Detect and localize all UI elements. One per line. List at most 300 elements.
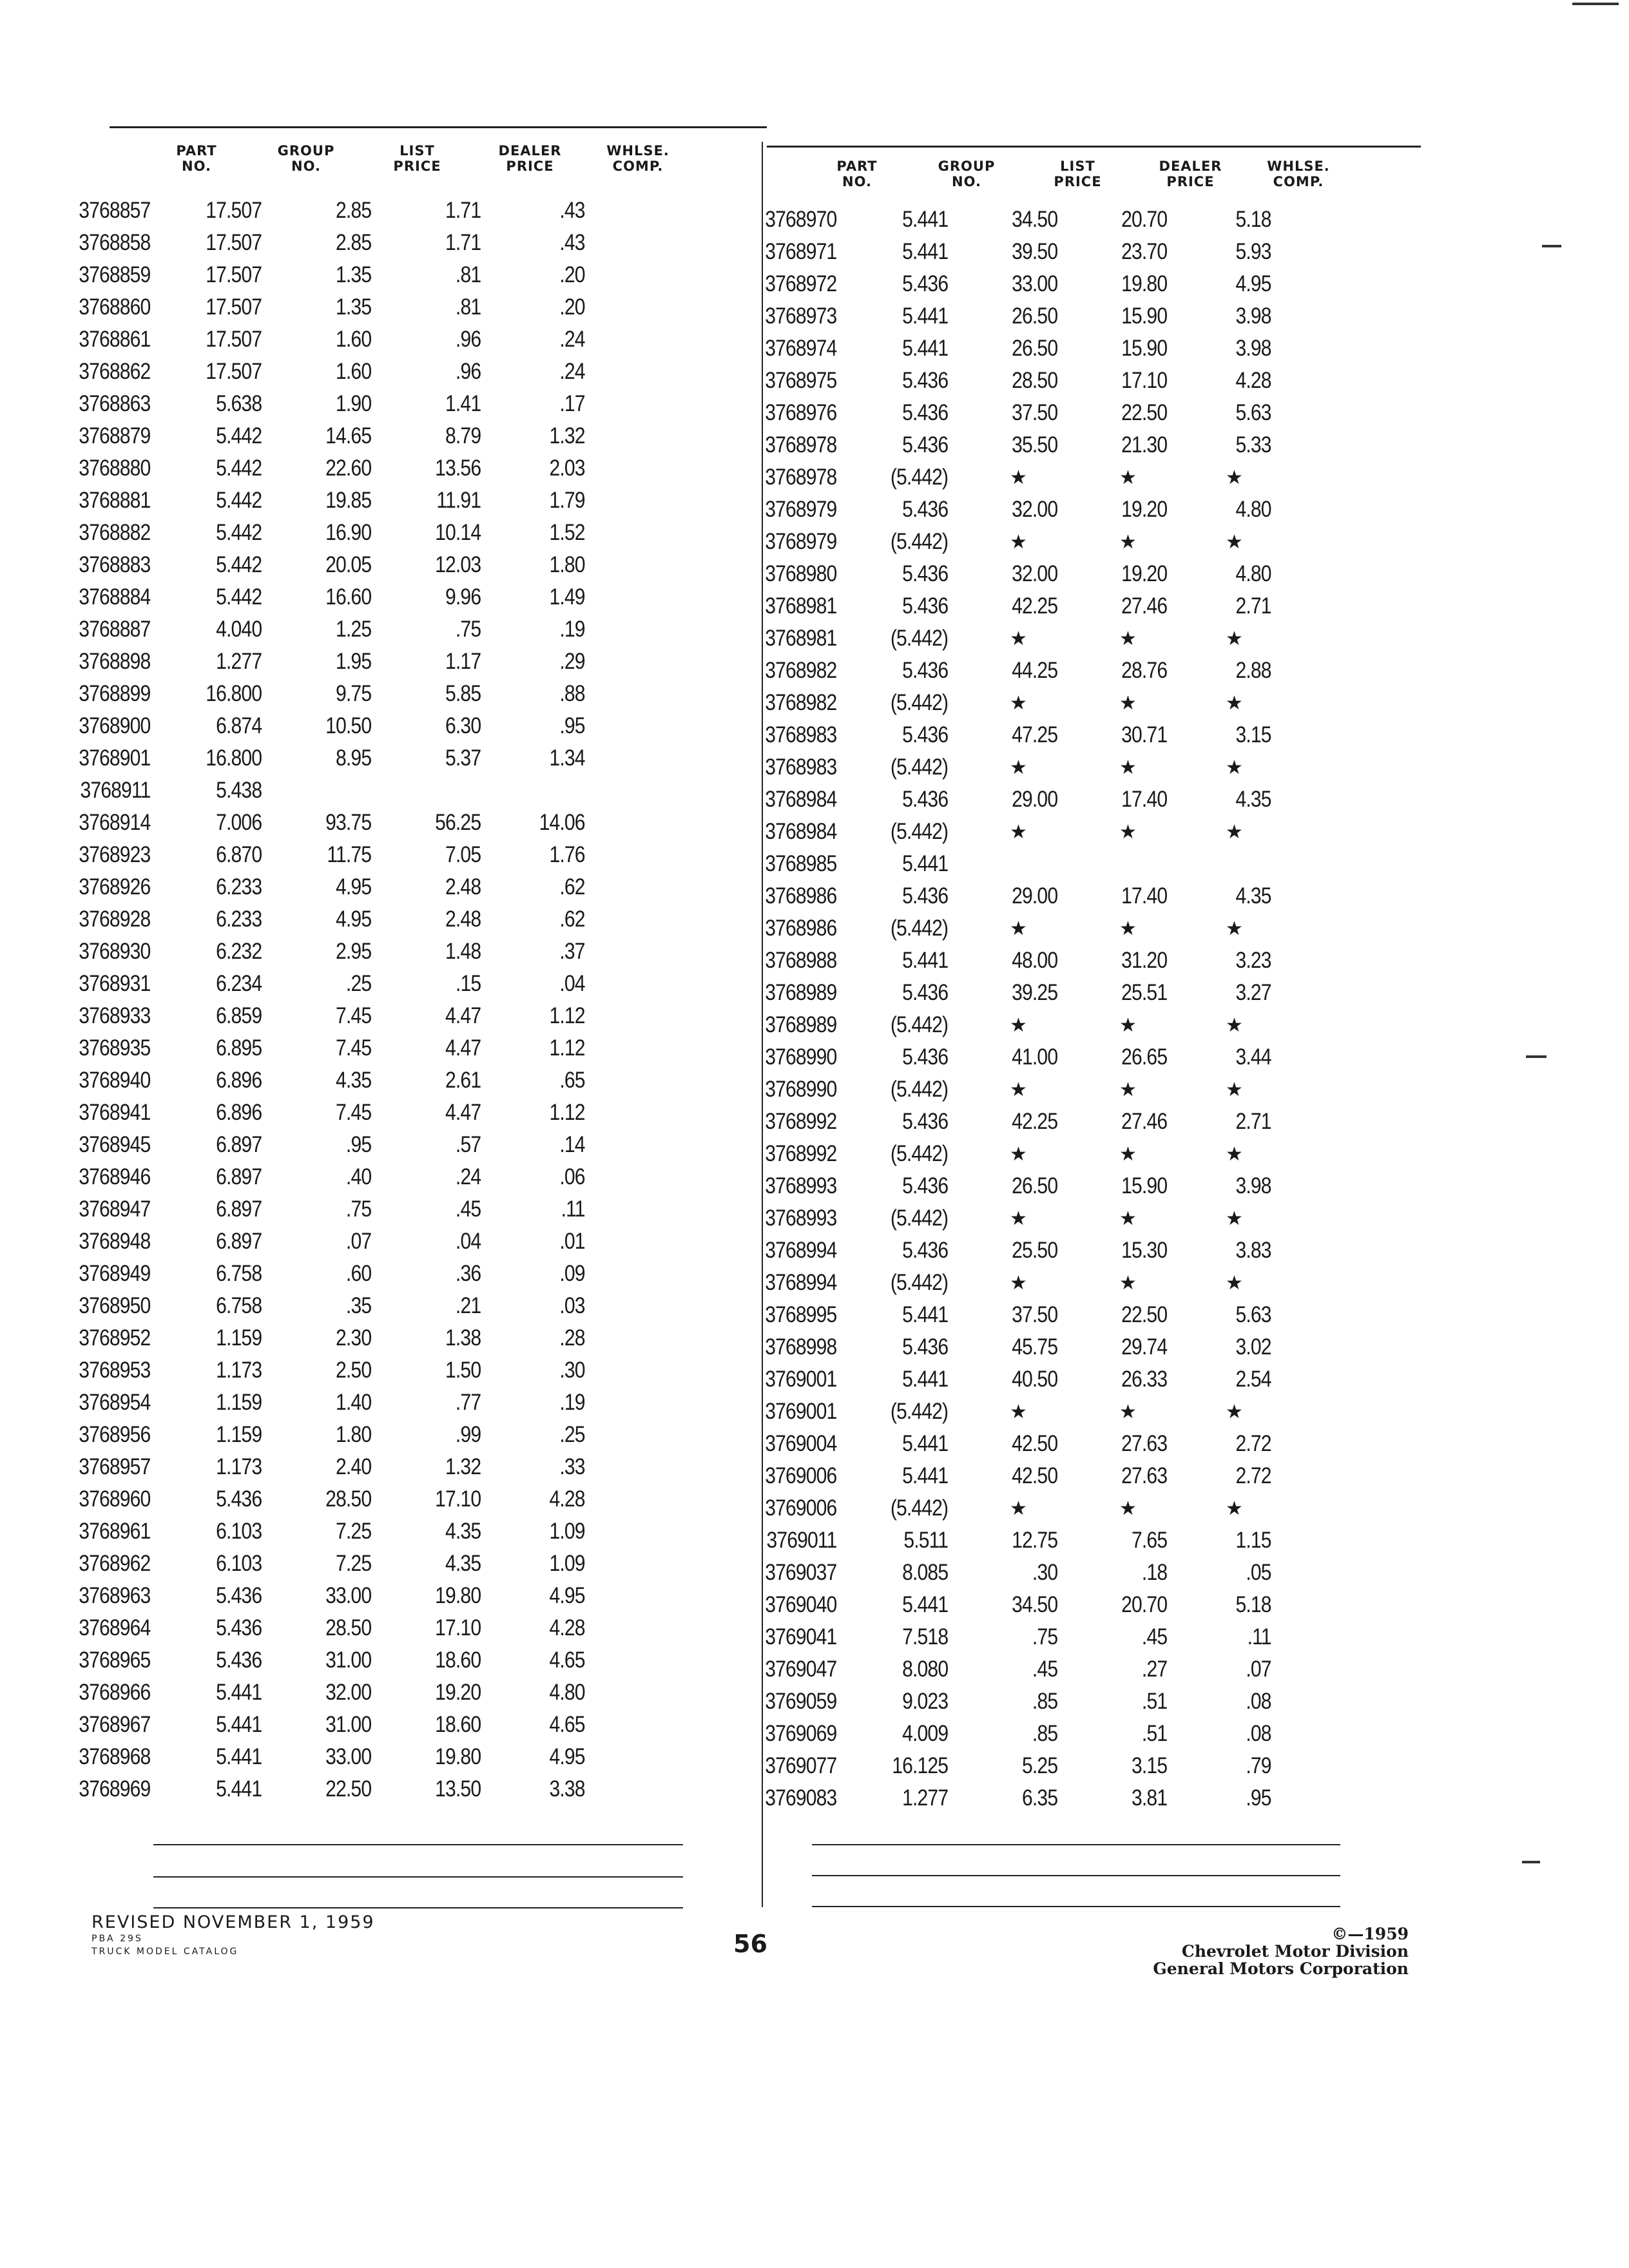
table-row xyxy=(45,1097,599,1129)
whlse-comp: ★ xyxy=(1226,531,1242,553)
whlse-comp: 4.80 xyxy=(549,1680,585,1705)
table-row xyxy=(45,1773,599,1805)
part-no: 3768882 xyxy=(79,520,151,545)
part-no: 3768994 xyxy=(765,1270,837,1295)
whlse-comp: .01 xyxy=(559,1229,585,1254)
part-no: 3768899 xyxy=(79,681,151,706)
table-row xyxy=(731,687,1286,719)
list-price: .75 xyxy=(345,1196,372,1222)
group-no: (5.442) xyxy=(890,626,949,651)
table-row xyxy=(45,227,599,259)
whlse-comp: 1.79 xyxy=(549,488,585,513)
group-no: 6.758 xyxy=(216,1293,262,1318)
table-row xyxy=(731,526,1286,558)
list-price: 2.95 xyxy=(336,939,372,964)
dealer-price: 30.71 xyxy=(1121,722,1168,747)
part-no: 3768911 xyxy=(80,778,151,803)
part-no: 3768961 xyxy=(79,1519,151,1544)
table-row xyxy=(45,323,599,356)
table-row xyxy=(731,1235,1286,1267)
list-price: 7.45 xyxy=(336,1003,372,1028)
whlse-comp: 5.63 xyxy=(1235,400,1271,425)
list-price: ★ xyxy=(1010,1143,1027,1165)
whlse-comp: 1.32 xyxy=(549,423,585,448)
dealer-price: 21.30 xyxy=(1121,432,1168,457)
group-no: 1.277 xyxy=(216,649,262,674)
whlse-comp: 1.49 xyxy=(549,584,585,610)
group-no: 7.518 xyxy=(902,1624,949,1649)
list-price: 5.25 xyxy=(1022,1753,1058,1778)
group-no: 5.436 xyxy=(902,497,949,522)
dealer-price: ★ xyxy=(1119,918,1136,939)
part-no: 3769040 xyxy=(765,1592,837,1617)
part-no: 3768989 xyxy=(765,980,837,1005)
whlse-comp: ★ xyxy=(1226,821,1242,843)
part-no: 3768947 xyxy=(79,1196,151,1222)
list-price: 35.50 xyxy=(1012,432,1058,457)
whlse-comp: 2.88 xyxy=(1235,658,1271,683)
whlse-comp: 4.35 xyxy=(1235,883,1271,908)
table-row xyxy=(45,1290,599,1322)
whlse-comp: .62 xyxy=(559,907,585,932)
whlse-comp: .95 xyxy=(559,713,585,738)
dealer-price: 19.80 xyxy=(435,1744,481,1769)
table-row xyxy=(731,461,1286,494)
list-price: .07 xyxy=(345,1229,372,1254)
group-no: (5.442) xyxy=(890,690,949,715)
whlse-comp: 3.38 xyxy=(549,1776,585,1802)
part-no: 3768963 xyxy=(79,1583,151,1608)
part-no: 3768980 xyxy=(765,561,837,586)
part-no: 3768985 xyxy=(765,851,837,876)
part-no: 3768975 xyxy=(765,368,837,393)
whlse-comp: 4.95 xyxy=(549,1744,585,1769)
group-no: 5.511 xyxy=(903,1528,949,1553)
page-number: 56 xyxy=(733,1930,767,1958)
list-price: 29.00 xyxy=(1012,883,1058,908)
table-row xyxy=(45,1032,599,1064)
table-row xyxy=(731,1524,1286,1557)
dealer-price: 3.81 xyxy=(1132,1785,1168,1811)
dealer-price: 9.96 xyxy=(445,584,481,610)
group-no: 5.436 xyxy=(902,980,949,1005)
whlse-comp: .29 xyxy=(559,649,585,674)
list-price: .75 xyxy=(1032,1624,1058,1649)
list-price: ★ xyxy=(1010,628,1027,649)
dealer-price: 31.20 xyxy=(1121,948,1168,973)
dealer-price: 12.03 xyxy=(435,552,481,577)
list-price: ★ xyxy=(1010,466,1027,488)
table-row xyxy=(45,1387,599,1419)
dealer-price: .81 xyxy=(455,262,481,287)
table-row xyxy=(731,300,1286,332)
table-row xyxy=(731,1686,1286,1718)
whlse-comp: .14 xyxy=(559,1132,585,1157)
right-table xyxy=(731,204,1286,1814)
list-price: .95 xyxy=(345,1132,372,1157)
part-no: 3768978 xyxy=(765,432,837,457)
dealer-price: 5.85 xyxy=(445,681,481,706)
part-no: 3768861 xyxy=(79,327,151,352)
group-no: 6.758 xyxy=(216,1261,262,1286)
header-whlse: WHLSE. COMP. xyxy=(606,143,670,174)
catalog-name: TRUCK MODEL CATALOG xyxy=(92,1946,239,1957)
list-price: 34.50 xyxy=(1012,1592,1058,1617)
pba-code: PBA 29S xyxy=(92,1934,143,1944)
list-price: .85 xyxy=(1032,1689,1058,1714)
part-no: 3768931 xyxy=(79,971,151,996)
group-no: 5.436 xyxy=(216,1486,262,1512)
list-price: 7.25 xyxy=(336,1551,372,1576)
blank-line xyxy=(153,1876,683,1878)
dealer-price: 20.70 xyxy=(1121,207,1168,232)
list-price: 42.50 xyxy=(1012,1431,1058,1456)
table-row xyxy=(45,1741,599,1773)
part-no: 3768883 xyxy=(79,552,151,577)
dealer-price: 17.10 xyxy=(435,1615,481,1640)
list-price: 2.40 xyxy=(336,1454,372,1479)
list-price: 14.65 xyxy=(325,423,372,448)
dealer-price: .15 xyxy=(455,971,481,996)
table-row xyxy=(45,678,599,710)
whlse-comp: 4.65 xyxy=(549,1712,585,1737)
group-no: 5.436 xyxy=(902,1109,949,1134)
list-price: ★ xyxy=(1010,1401,1027,1423)
dealer-price: ★ xyxy=(1119,1014,1136,1036)
whlse-comp: 1.12 xyxy=(549,1003,585,1028)
group-no: (5.442) xyxy=(890,1495,949,1521)
list-price: 20.05 xyxy=(325,552,372,577)
group-no: 4.040 xyxy=(216,617,262,642)
table-row xyxy=(45,1515,599,1548)
list-price: 45.75 xyxy=(1012,1334,1058,1360)
list-price: 39.25 xyxy=(1012,980,1058,1005)
dealer-price: 2.48 xyxy=(445,874,481,899)
whlse-comp: 1.15 xyxy=(1235,1528,1271,1553)
list-price: 39.50 xyxy=(1012,239,1058,264)
table-row xyxy=(45,1677,599,1709)
dealer-price: 17.40 xyxy=(1121,787,1168,812)
whlse-comp: .65 xyxy=(559,1068,585,1093)
whlse-comp: 2.72 xyxy=(1235,1431,1271,1456)
part-no: 3768984 xyxy=(765,787,837,812)
dealer-price: ★ xyxy=(1119,1143,1136,1165)
group-no: 5.442 xyxy=(216,423,262,448)
whlse-comp: ★ xyxy=(1226,1207,1242,1229)
part-no: 3768957 xyxy=(79,1454,151,1479)
part-no: 3768898 xyxy=(79,649,151,674)
part-no: 3768978 xyxy=(765,465,837,490)
group-no: 5.436 xyxy=(902,1173,949,1198)
whlse-comp: .28 xyxy=(559,1325,585,1350)
list-price: ★ xyxy=(1010,1079,1027,1100)
list-price: 32.00 xyxy=(325,1680,372,1705)
part-no: 3768926 xyxy=(79,874,151,899)
table-row xyxy=(45,1258,599,1290)
group-no: (5.442) xyxy=(890,1270,949,1295)
list-price: 28.50 xyxy=(325,1615,372,1640)
table-row xyxy=(45,356,599,388)
dealer-price: ★ xyxy=(1119,466,1136,488)
dealer-price: 15.90 xyxy=(1121,303,1168,329)
group-no: 5.436 xyxy=(902,368,949,393)
table-row xyxy=(731,783,1286,816)
part-no: 3768993 xyxy=(765,1206,837,1231)
part-no: 3768983 xyxy=(765,754,837,780)
scan-mark xyxy=(1522,1861,1540,1863)
whlse-comp: 3.98 xyxy=(1235,336,1271,361)
dealer-price: 1.38 xyxy=(445,1325,481,1350)
part-no: 3768979 xyxy=(765,497,837,522)
group-no: 5.442 xyxy=(216,552,262,577)
group-no: 5.436 xyxy=(902,883,949,908)
part-no: 3768995 xyxy=(765,1302,837,1327)
group-no: 6.870 xyxy=(216,842,262,867)
table-row xyxy=(731,1073,1286,1106)
part-no: 3768923 xyxy=(79,842,151,867)
part-no: 3768970 xyxy=(765,207,837,232)
table-row xyxy=(45,420,599,452)
dealer-price: 19.80 xyxy=(435,1583,481,1608)
dealer-price: 17.10 xyxy=(435,1486,481,1512)
dealer-price: .96 xyxy=(455,327,481,352)
corporation-name: General Motors Corporation xyxy=(1153,1959,1409,1978)
part-no: 3768990 xyxy=(765,1077,837,1102)
group-no: 1.159 xyxy=(216,1325,262,1350)
whlse-comp: 5.63 xyxy=(1235,1302,1271,1327)
dealer-price: 3.15 xyxy=(1132,1753,1168,1778)
dealer-price: ★ xyxy=(1119,821,1136,843)
table-row xyxy=(45,1612,599,1644)
dealer-price: 1.41 xyxy=(445,391,481,416)
whlse-comp: 1.76 xyxy=(549,842,585,867)
list-price: 10.50 xyxy=(325,713,372,738)
table-row xyxy=(731,719,1286,751)
header-group: GROUP NO. xyxy=(277,143,335,174)
part-no: 3768986 xyxy=(765,883,837,908)
group-no: 5.436 xyxy=(902,432,949,457)
table-row xyxy=(731,945,1286,977)
revised-date: REVISED NOVEMBER 1, 1959 xyxy=(92,1912,375,1932)
group-no: 6.233 xyxy=(216,874,262,899)
list-price: 37.50 xyxy=(1012,1302,1058,1327)
table-row xyxy=(731,1750,1286,1782)
table-row xyxy=(731,1041,1286,1073)
whlse-comp: 5.33 xyxy=(1235,432,1271,457)
list-price: 4.95 xyxy=(336,874,372,899)
whlse-comp: ★ xyxy=(1226,1014,1242,1036)
dealer-price: 56.25 xyxy=(435,810,481,835)
list-price: 32.00 xyxy=(1012,497,1058,522)
whlse-comp: 4.28 xyxy=(549,1615,585,1640)
group-no: 5.436 xyxy=(902,787,949,812)
group-no: 17.507 xyxy=(206,359,262,384)
list-price: 19.85 xyxy=(325,488,372,513)
list-price: 28.50 xyxy=(325,1486,372,1512)
whlse-comp: .79 xyxy=(1246,1753,1271,1778)
group-no: 5.436 xyxy=(902,1044,949,1070)
dealer-price: 22.50 xyxy=(1121,400,1168,425)
whlse-comp: 3.44 xyxy=(1235,1044,1271,1070)
list-price: .40 xyxy=(345,1164,372,1189)
table-row xyxy=(45,742,599,774)
table-row xyxy=(731,1589,1286,1621)
whlse-comp: ★ xyxy=(1226,466,1242,488)
whlse-comp: .20 xyxy=(559,294,585,320)
whlse-comp: .24 xyxy=(559,327,585,352)
group-no: 4.009 xyxy=(902,1721,949,1746)
group-no: 8.080 xyxy=(902,1657,949,1682)
group-no: (5.442) xyxy=(890,1399,949,1424)
whlse-comp: 3.98 xyxy=(1235,1173,1271,1198)
part-no: 3768982 xyxy=(765,690,837,715)
group-no: 5.441 xyxy=(902,948,949,973)
list-price: 2.85 xyxy=(336,198,372,223)
part-no: 3769011 xyxy=(766,1528,837,1553)
dealer-price: 8.79 xyxy=(445,423,481,448)
list-price: 93.75 xyxy=(325,810,372,835)
list-price: 33.00 xyxy=(325,1583,372,1608)
table-row xyxy=(45,968,599,1000)
scan-mark xyxy=(1572,3,1619,5)
whlse-comp: .88 xyxy=(559,681,585,706)
list-price: 7.45 xyxy=(336,1035,372,1061)
table-row xyxy=(731,848,1286,880)
table-row xyxy=(731,365,1286,397)
dealer-price: 2.48 xyxy=(445,907,481,932)
part-no: 3768994 xyxy=(765,1238,837,1263)
group-no: 6.874 xyxy=(216,713,262,738)
table-row xyxy=(45,710,599,742)
table-row xyxy=(731,1331,1286,1363)
list-price: 42.25 xyxy=(1012,1109,1058,1134)
group-no: 1.173 xyxy=(216,1454,262,1479)
whlse-comp: 3.15 xyxy=(1235,722,1271,747)
dealer-price: 27.46 xyxy=(1121,593,1168,619)
dealer-price: .18 xyxy=(1141,1560,1168,1585)
group-no: 5.436 xyxy=(902,400,949,425)
part-no: 3768946 xyxy=(79,1164,151,1189)
list-price: 1.25 xyxy=(336,617,372,642)
part-no: 3768901 xyxy=(79,745,151,771)
list-price: ★ xyxy=(1010,1272,1027,1294)
part-no: 3768973 xyxy=(765,303,837,329)
list-price: ★ xyxy=(1010,1014,1027,1036)
whlse-comp: 4.35 xyxy=(1235,787,1271,812)
whlse-comp: 4.65 xyxy=(549,1648,585,1673)
list-price: 1.60 xyxy=(336,359,372,384)
dealer-price: 26.33 xyxy=(1121,1367,1168,1392)
dealer-price: 7.65 xyxy=(1132,1528,1168,1553)
list-price: 2.30 xyxy=(336,1325,372,1350)
dealer-price: 17.10 xyxy=(1121,368,1168,393)
list-price: 1.80 xyxy=(336,1422,372,1447)
part-no: 3768952 xyxy=(79,1325,151,1350)
table-row xyxy=(45,1419,599,1451)
whlse-comp: 2.54 xyxy=(1235,1367,1271,1392)
table-row xyxy=(731,1363,1286,1396)
list-price: 7.25 xyxy=(336,1519,372,1544)
part-no: 3768949 xyxy=(79,1261,151,1286)
whlse-comp: .06 xyxy=(559,1164,585,1189)
table-row xyxy=(45,1161,599,1193)
list-price: 32.00 xyxy=(1012,561,1058,586)
list-price: 2.50 xyxy=(336,1358,372,1383)
whlse-comp: 2.03 xyxy=(549,456,585,481)
whlse-comp: 1.09 xyxy=(549,1551,585,1576)
group-no: 16.125 xyxy=(892,1753,949,1778)
list-price: 37.50 xyxy=(1012,400,1058,425)
whlse-comp: ★ xyxy=(1226,1079,1242,1100)
dealer-price: .27 xyxy=(1141,1657,1168,1682)
group-no: 17.507 xyxy=(206,262,262,287)
dealer-price: ★ xyxy=(1119,531,1136,553)
table-row xyxy=(731,880,1286,912)
list-price: ★ xyxy=(1010,918,1027,939)
list-price: 8.95 xyxy=(336,745,372,771)
part-no: 3768884 xyxy=(79,584,151,610)
dealer-price: ★ xyxy=(1119,1079,1136,1100)
header-list: LIST PRICE xyxy=(1054,159,1102,189)
dealer-price: 22.50 xyxy=(1121,1302,1168,1327)
group-no: 5.441 xyxy=(902,207,949,232)
list-price: .85 xyxy=(1032,1721,1058,1746)
whlse-comp: ★ xyxy=(1226,1272,1242,1294)
dealer-price: ★ xyxy=(1119,1401,1136,1423)
group-no: 5.442 xyxy=(216,520,262,545)
group-no: 5.436 xyxy=(216,1615,262,1640)
group-no: 5.442 xyxy=(216,584,262,610)
dealer-price: 27.46 xyxy=(1121,1109,1168,1134)
dealer-price: 1.50 xyxy=(445,1358,481,1383)
dealer-price: 7.05 xyxy=(445,842,481,867)
table-row xyxy=(731,1460,1286,1492)
dealer-price: 15.90 xyxy=(1121,1173,1168,1198)
part-no: 3768956 xyxy=(79,1422,151,1447)
dealer-price: 13.56 xyxy=(435,456,481,481)
table-row xyxy=(731,1170,1286,1202)
table-row xyxy=(45,291,599,323)
part-no: 3769006 xyxy=(765,1495,837,1521)
group-no: 17.507 xyxy=(206,294,262,320)
whlse-comp: .05 xyxy=(1246,1560,1271,1585)
table-row xyxy=(731,1621,1286,1653)
group-no: 1.173 xyxy=(216,1358,262,1383)
table-row xyxy=(731,590,1286,622)
part-no: 3768860 xyxy=(79,294,151,320)
group-no: 8.085 xyxy=(902,1560,949,1585)
whlse-comp: 3.83 xyxy=(1235,1238,1271,1263)
table-row xyxy=(731,622,1286,655)
list-price: 16.60 xyxy=(325,584,372,610)
dealer-price: .04 xyxy=(455,1229,481,1254)
group-no: 6.896 xyxy=(216,1068,262,1093)
blank-line xyxy=(812,1844,1340,1845)
table-row xyxy=(731,429,1286,461)
list-price: 7.45 xyxy=(336,1100,372,1125)
dealer-price: ★ xyxy=(1119,692,1136,714)
dealer-price: 29.74 xyxy=(1121,1334,1168,1360)
division-name: Chevrolet Motor Division xyxy=(1181,1942,1409,1961)
whlse-comp: 14.06 xyxy=(539,810,585,835)
whlse-comp: .19 xyxy=(559,617,585,642)
dealer-price: ★ xyxy=(1119,1497,1136,1519)
group-no: (5.442) xyxy=(890,1206,949,1231)
group-no: 6.895 xyxy=(216,1035,262,1061)
part-no: 3768953 xyxy=(79,1358,151,1383)
dealer-price: 19.20 xyxy=(1121,497,1168,522)
part-no: 3768972 xyxy=(765,271,837,296)
